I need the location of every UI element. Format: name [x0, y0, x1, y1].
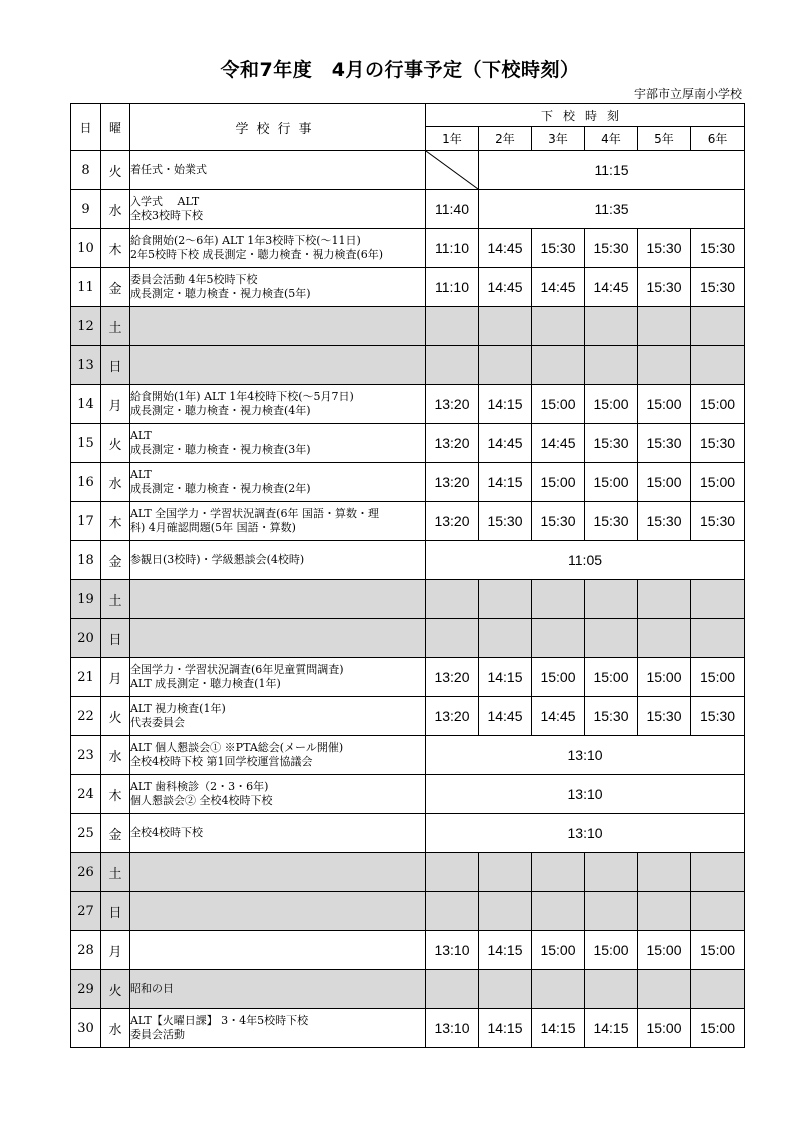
header-grade-3: 3年 — [532, 127, 585, 151]
page-title: 令和7年度 4月の行事予定（下校時刻） — [220, 59, 580, 81]
weekday-cell: 火 — [101, 697, 130, 736]
empty-cell — [638, 580, 691, 619]
schedule-row — [71, 697, 745, 736]
time-grade-6: 15:00 — [691, 658, 745, 697]
diagonal-slash — [426, 151, 478, 189]
time-grade-2: 14:45 — [479, 268, 532, 307]
time-grade-3: 14:45 — [532, 268, 585, 307]
time-all-grades: 13:10 — [426, 775, 745, 814]
header-grade-5: 5年 — [638, 127, 691, 151]
time-grade-3: 14:45 — [532, 697, 585, 736]
day-cell: 29 — [71, 970, 101, 1009]
weekday-cell: 金 — [101, 814, 130, 853]
empty-cell — [479, 853, 532, 892]
event-cell — [130, 190, 426, 229]
empty-cell — [532, 619, 585, 658]
day-cell: 15 — [71, 424, 101, 463]
event-line: 科) 4月確認問題(5年 国語・算数) — [130, 521, 296, 534]
time-grade-3: 15:00 — [532, 658, 585, 697]
event-line: 成長測定・聴力検査・視力検査(2年) — [130, 482, 311, 495]
empty-cell — [638, 892, 691, 931]
schedule-row — [71, 424, 745, 463]
time-grade-2: 14:15 — [479, 385, 532, 424]
time-grade-1: 13:20 — [426, 385, 479, 424]
time-grade-5: 15:00 — [638, 658, 691, 697]
empty-cell — [638, 346, 691, 385]
time-grades-2-6: 11:35 — [479, 190, 745, 229]
empty-cell — [532, 892, 585, 931]
schedule-row — [71, 970, 745, 1009]
day-cell: 21 — [71, 658, 101, 697]
day-cell: 8 — [71, 151, 101, 190]
empty-cell — [532, 970, 585, 1009]
empty-cell — [479, 892, 532, 931]
time-grade-1: 13:10 — [426, 1009, 479, 1048]
time-grade-6: 15:00 — [691, 931, 745, 970]
event-line: ALT 歯科検診（2・3・6年) — [130, 780, 269, 793]
event-line: 着任式・始業式 — [130, 163, 207, 176]
empty-cell — [532, 307, 585, 346]
weekday-cell: 水 — [101, 190, 130, 229]
weekday-cell: 日 — [101, 892, 130, 931]
day-cell: 25 — [71, 814, 101, 853]
event-cell — [130, 931, 426, 970]
empty-cell — [585, 307, 638, 346]
event-cell — [130, 385, 426, 424]
time-grade-4: 14:15 — [585, 1009, 638, 1048]
empty-cell — [691, 307, 745, 346]
header-dismissal: 下校時刻 — [426, 104, 745, 127]
weekday-cell: 木 — [101, 229, 130, 268]
empty-cell — [479, 619, 532, 658]
empty-cell — [691, 346, 745, 385]
day-cell: 12 — [71, 307, 101, 346]
time-grade-6: 15:30 — [691, 502, 745, 541]
event-cell — [130, 853, 426, 892]
schedule-row — [71, 151, 745, 190]
empty-cell — [426, 892, 479, 931]
time-grade-3: 14:15 — [532, 1009, 585, 1048]
event-line: 参観日(3校時)・学級懇談会(4校時) — [130, 553, 305, 566]
schedule-row — [71, 580, 745, 619]
day-cell: 27 — [71, 892, 101, 931]
schedule-row — [71, 541, 745, 580]
event-line: 2年5校時下校 成長測定・聴力検査・視力検査(6年) — [130, 248, 384, 261]
schedule-row — [71, 736, 745, 775]
weekday-cell: 水 — [101, 1009, 130, 1048]
empty-cell — [479, 970, 532, 1009]
weekday-cell: 月 — [101, 931, 130, 970]
time-grade-5: 15:00 — [638, 931, 691, 970]
event-cell — [130, 268, 426, 307]
weekday-cell: 金 — [101, 268, 130, 307]
time-grade-6: 15:00 — [691, 1009, 745, 1048]
time-grade-3: 15:30 — [532, 502, 585, 541]
time-grade-3: 15:00 — [532, 931, 585, 970]
weekday-cell: 土 — [101, 307, 130, 346]
time-grade-4: 15:30 — [585, 424, 638, 463]
weekday-cell: 木 — [101, 502, 130, 541]
schedule-row — [71, 853, 745, 892]
time-grade-1: 13:20 — [426, 658, 479, 697]
header-grade-1: 1年 — [426, 127, 479, 151]
event-line: ALT 視力検査(1年) — [130, 702, 226, 715]
empty-cell — [691, 580, 745, 619]
schedule-row — [71, 502, 745, 541]
time-grades-2-6: 11:15 — [479, 151, 745, 190]
time-grade-2: 14:15 — [479, 463, 532, 502]
event-line: ALT【火曜日課】 3・4年5校時下校 — [130, 1014, 309, 1027]
empty-cell — [691, 892, 745, 931]
time-grade-5: 15:00 — [638, 1009, 691, 1048]
time-grade-4: 15:30 — [585, 502, 638, 541]
day-cell: 14 — [71, 385, 101, 424]
weekday-cell: 日 — [101, 346, 130, 385]
event-line: 成長測定・聴力検査・視力検査(3年) — [130, 443, 311, 456]
empty-cell — [532, 346, 585, 385]
time-grade-1: 13:20 — [426, 502, 479, 541]
header-grade-4: 4年 — [585, 127, 638, 151]
time-grade-1: 13:20 — [426, 424, 479, 463]
time-grade-1: 13:20 — [426, 697, 479, 736]
header-day: 日 — [71, 104, 101, 151]
time-grade-5: 15:30 — [638, 268, 691, 307]
day-cell: 23 — [71, 736, 101, 775]
empty-cell — [479, 346, 532, 385]
time-all-grades: 11:05 — [426, 541, 745, 580]
empty-cell — [479, 307, 532, 346]
event-cell — [130, 424, 426, 463]
time-grade-3: 15:30 — [532, 229, 585, 268]
event-line: ALT 成長測定・聴力検査(1年) — [130, 677, 281, 690]
empty-cell — [479, 580, 532, 619]
empty-cell — [532, 853, 585, 892]
weekday-cell: 土 — [101, 853, 130, 892]
time-grade-5: 15:00 — [638, 463, 691, 502]
weekday-cell: 火 — [101, 151, 130, 190]
time-grade-4: 15:00 — [585, 931, 638, 970]
event-cell — [130, 619, 426, 658]
schedule-row — [71, 268, 745, 307]
day-cell: 26 — [71, 853, 101, 892]
time-grade-5: 15:00 — [638, 385, 691, 424]
time-grade-6: 15:30 — [691, 697, 745, 736]
time-grade-4: 15:00 — [585, 463, 638, 502]
empty-cell — [691, 619, 745, 658]
event-cell — [130, 307, 426, 346]
empty-cell — [585, 580, 638, 619]
day-cell: 10 — [71, 229, 101, 268]
slash-cell — [426, 151, 479, 190]
time-grade-6: 15:00 — [691, 385, 745, 424]
day-cell: 20 — [71, 619, 101, 658]
event-line: 全校4校時下校 第1回学校運営協議会 — [130, 755, 313, 768]
event-cell — [130, 541, 426, 580]
event-cell — [130, 892, 426, 931]
time-grade-1: 11:10 — [426, 268, 479, 307]
event-cell — [130, 736, 426, 775]
weekday-cell: 水 — [101, 736, 130, 775]
time-grade-4: 14:45 — [585, 268, 638, 307]
schedule-row — [71, 619, 745, 658]
empty-cell — [638, 853, 691, 892]
time-grade-6: 15:30 — [691, 229, 745, 268]
event-line: 個人懇談会② 全校4校時下校 — [130, 794, 273, 807]
event-line: ALT — [130, 468, 152, 481]
weekday-cell: 月 — [101, 385, 130, 424]
schedule-row — [71, 892, 745, 931]
event-line: 入学式 ALT — [130, 195, 200, 208]
day-cell: 30 — [71, 1009, 101, 1048]
empty-cell — [638, 970, 691, 1009]
day-cell: 17 — [71, 502, 101, 541]
header-grade-6: 6年 — [691, 127, 745, 151]
empty-cell — [638, 307, 691, 346]
empty-cell — [426, 970, 479, 1009]
schedule-row — [71, 307, 745, 346]
time-grade-4: 15:30 — [585, 697, 638, 736]
event-cell — [130, 463, 426, 502]
event-line: 委員会活動 4年5校時下校 — [130, 273, 258, 286]
day-cell: 16 — [71, 463, 101, 502]
schedule-row — [71, 775, 745, 814]
time-grade-1: 13:10 — [426, 931, 479, 970]
schedule-row — [71, 658, 745, 697]
time-grade-2: 15:30 — [479, 502, 532, 541]
event-line: 昭和の日 — [130, 982, 174, 995]
event-line: 給食開始(2～6年) ALT 1年3校時下校(～11日) — [130, 234, 361, 247]
empty-cell — [426, 580, 479, 619]
schedule-row — [71, 463, 745, 502]
event-line: ALT — [130, 429, 152, 442]
time-grade-3: 15:00 — [532, 463, 585, 502]
empty-cell — [426, 619, 479, 658]
header-events: 学校行事 — [130, 104, 426, 151]
event-cell — [130, 580, 426, 619]
weekday-cell: 火 — [101, 424, 130, 463]
schedule-row — [71, 346, 745, 385]
empty-cell — [585, 619, 638, 658]
time-grade-2: 14:45 — [479, 229, 532, 268]
schedule-row — [71, 931, 745, 970]
weekday-cell: 火 — [101, 970, 130, 1009]
event-line: 委員会活動 — [130, 1028, 185, 1041]
time-grade-6: 15:00 — [691, 463, 745, 502]
event-line: 給食開始(1年) ALT 1年4校時下校(～5月7日) — [130, 390, 354, 403]
day-cell: 24 — [71, 775, 101, 814]
event-line: ALT 全国学力・学習状況調査(6年 国語・算数・理 — [130, 507, 379, 520]
time-all-grades: 13:10 — [426, 814, 745, 853]
event-cell — [130, 229, 426, 268]
time-grade-3: 14:45 — [532, 424, 585, 463]
time-grade-2: 14:45 — [479, 697, 532, 736]
time-grade-1: 13:20 — [426, 463, 479, 502]
empty-cell — [532, 580, 585, 619]
event-cell — [130, 775, 426, 814]
empty-cell — [585, 346, 638, 385]
day-cell: 19 — [71, 580, 101, 619]
empty-cell — [426, 346, 479, 385]
schedule-table — [70, 103, 745, 1048]
event-line: 成長測定・聴力検査・視力検査(5年) — [130, 287, 311, 300]
header-row — [71, 104, 745, 127]
empty-cell — [426, 307, 479, 346]
event-line: ALT 個人懇談会① ※PTA総会(メール開催) — [130, 741, 344, 754]
event-cell — [130, 151, 426, 190]
time-grade-6: 15:30 — [691, 424, 745, 463]
time-grade-5: 15:30 — [638, 697, 691, 736]
event-line: 全国学力・学習状況調査(6年児童質問調査) — [130, 663, 344, 676]
time-grade-5: 15:30 — [638, 424, 691, 463]
day-cell: 28 — [71, 931, 101, 970]
time-grade-1: 11:40 — [426, 190, 479, 229]
weekday-cell: 水 — [101, 463, 130, 502]
event-cell — [130, 970, 426, 1009]
time-grade-2: 14:15 — [479, 1009, 532, 1048]
time-all-grades: 13:10 — [426, 736, 745, 775]
schedule-row — [71, 385, 745, 424]
schedule-row — [71, 229, 745, 268]
weekday-cell: 日 — [101, 619, 130, 658]
time-grade-4: 15:30 — [585, 229, 638, 268]
day-cell: 9 — [71, 190, 101, 229]
empty-cell — [691, 853, 745, 892]
schedule-row — [71, 814, 745, 853]
empty-cell — [585, 892, 638, 931]
time-grade-2: 14:45 — [479, 424, 532, 463]
event-line: 代表委員会 — [130, 716, 185, 729]
weekday-cell: 土 — [101, 580, 130, 619]
event-cell — [130, 697, 426, 736]
time-grade-4: 15:00 — [585, 658, 638, 697]
time-grade-5: 15:30 — [638, 502, 691, 541]
empty-cell — [638, 619, 691, 658]
event-line: 全校3校時下校 — [130, 209, 203, 222]
weekday-cell: 木 — [101, 775, 130, 814]
schedule-row — [71, 1009, 745, 1048]
weekday-cell: 月 — [101, 658, 130, 697]
time-grade-2: 14:15 — [479, 658, 532, 697]
event-cell — [130, 658, 426, 697]
schedule-row — [71, 190, 745, 229]
empty-cell — [585, 853, 638, 892]
weekday-cell: 金 — [101, 541, 130, 580]
event-cell — [130, 814, 426, 853]
time-grade-4: 15:00 — [585, 385, 638, 424]
time-grade-5: 15:30 — [638, 229, 691, 268]
event-cell — [130, 502, 426, 541]
time-grade-2: 14:15 — [479, 931, 532, 970]
time-grade-1: 11:10 — [426, 229, 479, 268]
header-grade-2: 2年 — [479, 127, 532, 151]
event-cell — [130, 346, 426, 385]
event-line: 全校4校時下校 — [130, 826, 203, 839]
day-cell: 11 — [71, 268, 101, 307]
empty-cell — [585, 970, 638, 1009]
day-cell: 13 — [71, 346, 101, 385]
school-name: 宇部市立厚南小学校 — [633, 87, 742, 101]
day-cell: 18 — [71, 541, 101, 580]
empty-cell — [426, 853, 479, 892]
header-dow: 曜 — [101, 104, 130, 151]
time-grade-3: 15:00 — [532, 385, 585, 424]
time-grade-6: 15:30 — [691, 268, 745, 307]
event-line: 成長測定・聴力検査・視力検査(4年) — [130, 404, 311, 417]
empty-cell — [691, 970, 745, 1009]
event-cell — [130, 1009, 426, 1048]
day-cell: 22 — [71, 697, 101, 736]
